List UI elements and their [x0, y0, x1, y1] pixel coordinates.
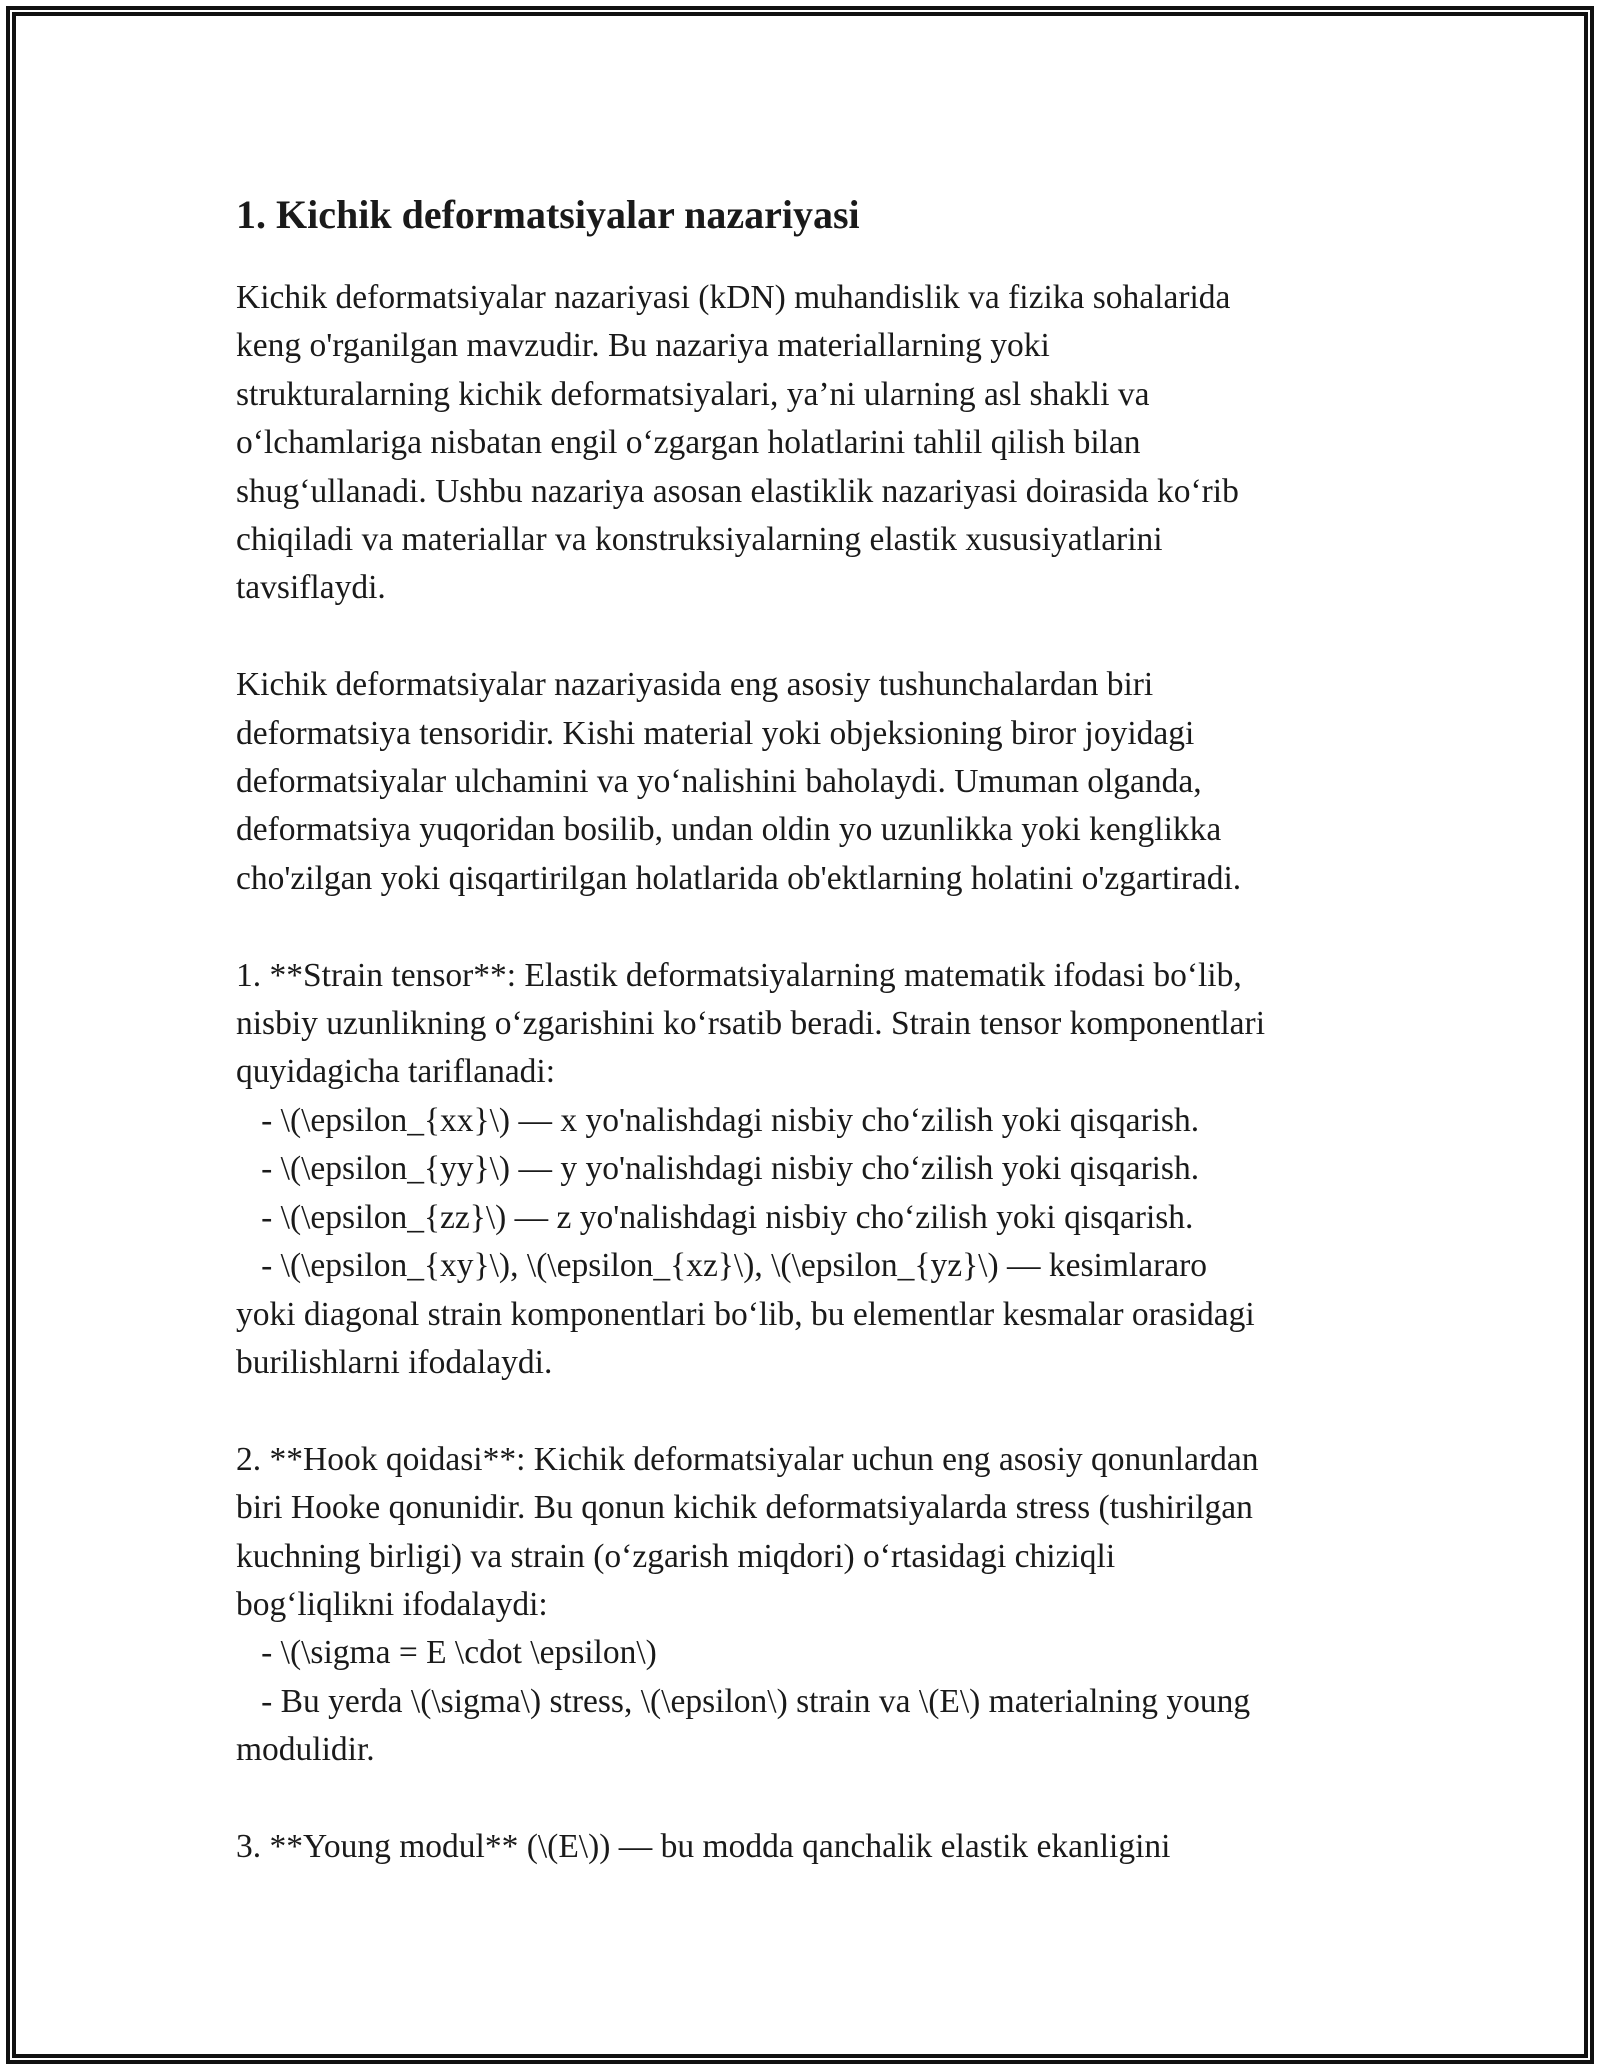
- text-line: keng o'rganilgan mavzudir. Bu nazariya materiallarning yoki: [236, 327, 1050, 365]
- text-line: Kichik deformatsiyalar nazariyasida eng asosiy tushunchalardan biri: [236, 666, 1154, 704]
- list-item: - \(\epsilon_{xx}\) — x yo'nalishdagi nisbiy cho‘zilish yoki qisqarish.: [236, 1101, 1200, 1139]
- paragraph-gap: [236, 1387, 1386, 1435]
- paragraph-gap: [236, 613, 1386, 661]
- text-line: kuchning birligi) va strain (o‘zgarish miqdori) o‘rtasidagi chiziqli: [236, 1537, 1116, 1575]
- list-item: - Bu yerda \(\sigma\) stress, \(\epsilon\) strain va \(E\) materialning young: [236, 1682, 1251, 1720]
- text-line: cho'zilgan yoki qisqartirilgan holatlarida ob'ektlarning holatini o'zgartiradi.: [236, 859, 1242, 897]
- paragraph-tensor-intro: [236, 661, 1386, 903]
- list-item: - \(\epsilon_{zz}\) — z yo'nalishdagi nisbiy cho‘zilish yoki qisqarish.: [236, 1198, 1194, 1236]
- text-line: quyidagicha tariflanadi:: [236, 1053, 556, 1091]
- text-line: 2. **Hook qoidasi**: Kichik deformatsiyalar uchun eng asosiy qonunlardan: [236, 1440, 1259, 1478]
- text-line: modulidir.: [236, 1731, 375, 1769]
- text-line: deformatsiya tensoridir. Kishi material yoki objeksioning biror joyidagi: [236, 714, 1195, 752]
- text-line: nisbiy uzunlikning o‘zgarishini ko‘rsatib beradi. Strain tensor komponentlari: [236, 1005, 1265, 1043]
- document-body: [236, 190, 1386, 1871]
- paragraph-young-modulus: [236, 1823, 1386, 1871]
- text-line: o‘lchamlariga nisbatan engil o‘zgargan holatlarini tahlil qilish bilan: [236, 424, 1141, 462]
- text-line: bog‘liqlikni ifodalaydi:: [236, 1585, 548, 1623]
- text-line: yoki diagonal strain komponentlari bo‘lib, bu elementlar kesmalar orasidagi: [236, 1295, 1255, 1333]
- text-line: 1. **Strain tensor**: Elastik deformatsiyalarning matematik ifodasi bo‘lib,: [236, 956, 1242, 994]
- paragraph-gap: [236, 1775, 1386, 1823]
- paragraph-hooke: [236, 1436, 1386, 1775]
- section-heading: 1. Kichik deformatsiyalar nazariyasi: [236, 192, 860, 237]
- text-line: 3. **Young modul** (\(E\)) — bu modda qanchalik elastik ekanligini: [236, 1827, 1171, 1865]
- text-line: deformatsiyalar ulchamini va yo‘nalishini baholaydi. Umuman olganda,: [236, 763, 1202, 801]
- text-line: deformatsiya yuqoridan bosilib, undan oldin yo uzunlikka yoki kenglikka: [236, 811, 1222, 849]
- text-line: chiqiladi va materiallar va konstruksiyalarning elastik xususiyatlarini: [236, 521, 1163, 559]
- list-item: - \(\epsilon_{yy}\) — y yo'nalishdagi nisbiy cho‘zilish yoki qisqarish.: [236, 1150, 1200, 1188]
- text-line: shug‘ullanadi. Ushbu nazariya asosan elastiklik nazariyasi doirasida ko‘rib: [236, 472, 1239, 510]
- text-line: tavsiflaydi.: [236, 569, 386, 607]
- list-item: - \(\sigma = E \cdot \epsilon\): [236, 1634, 657, 1672]
- text-line: biri Hooke qonunidir. Bu qonun kichik deformatsiyalarda stress (tushirilgan: [236, 1489, 1253, 1527]
- text-line: strukturalarning kichik deformatsiyalari, ya’ni ularning asl shakli va: [236, 375, 1150, 413]
- paragraph-intro: [236, 274, 1386, 613]
- text-line: burilishlarni ifodalaydi.: [236, 1343, 553, 1381]
- text-line: Kichik deformatsiyalar nazariyasi (kDN) muhandislik va fizika sohalarida: [236, 279, 1231, 316]
- paragraph-gap: [236, 903, 1386, 951]
- paragraph-strain-tensor: [236, 952, 1386, 1388]
- list-item: - \(\epsilon_{xy}\), \(\epsilon_{xz}\), \(\epsilon_{yz}\) — kesimlararo: [236, 1247, 1208, 1285]
